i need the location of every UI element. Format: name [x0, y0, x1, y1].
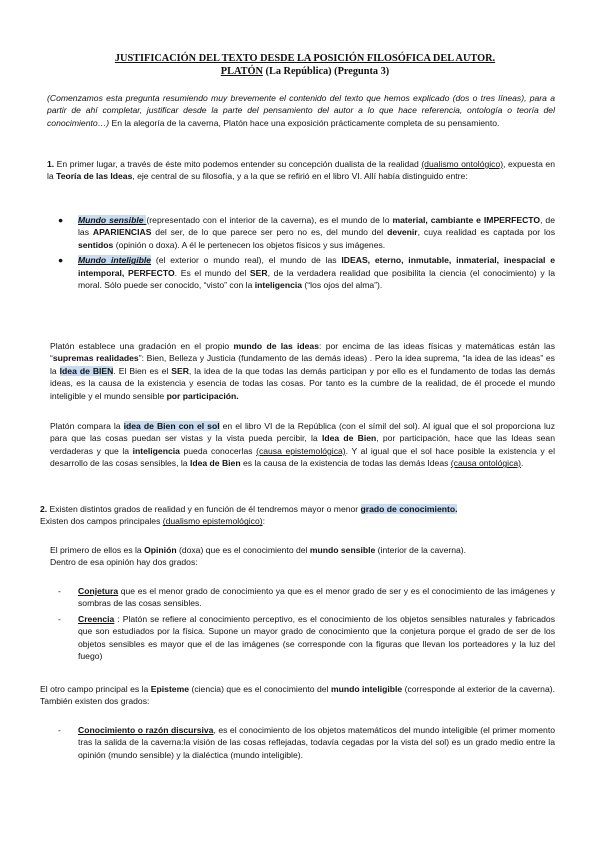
text: , la idea de la que todas las demás participan y por ello es el fundamento de todas las demás ideas, es la causa de la existencia y esencia de todas las cosas. Por tanto es la cumbre de la realidad, de él procede el mundo inteligible y el mundo sensible	[50, 365, 555, 401]
text: (interior de la caverna).	[375, 545, 467, 555]
bullet-bold: material, cambiante e IMPERFECTO	[392, 215, 541, 225]
bullet-text: (el exterior o mundo real), el mundo de las	[151, 255, 342, 266]
text: Existen dos campos principales	[40, 516, 163, 527]
intro-rest: En la alegoría de la caverna, Platón hace una exposición prácticamente completa de su pensamiento.	[109, 117, 500, 128]
text: : Platón se refiere al conocimiento perceptivo, es el conocimiento de los objetos sensibles naturales y fabricados que son estudiados por la física. Supone un mayor grado de conocimiento que la conjetura porque el grado de ser de los objetos sensibles es mayor que el de las imágenes (se corresponde con la figuras que llevan los porteadores y la luz del fuego)	[78, 613, 555, 662]
text: que es el menor grado de conocimiento ya que es el menor grado de ser y es el conocimiento de las imágenes y sombras de las cosas sensibles.	[78, 586, 555, 609]
intro-italic: (Comenzamos esta pregunta resumiendo muy brevemente el contenido del texto que hemos explicado (dos o tres líneas), para a partir de ahí completar, justificar desde la parte del pensamiento del autor a lo que hace referencia, ontología o teoría del conocimiento…)	[47, 93, 555, 128]
bold: mundo sensible	[309, 545, 376, 555]
text: (ciencia) que es el conocimiento del	[189, 684, 331, 694]
section-2-paragraph	[40, 503, 555, 528]
author-name: PLATÓN	[220, 66, 263, 77]
text: , es el conocimiento de los objetos matemáticos del mundo inteligible (el primer momento tras la salida de la caverna:la visión de las cosas reflejadas, todavía cegadas por la vista del sol) es un grado medio entre la opinión (mundo sensible) y la dialéctica (mundo inteligible).	[78, 725, 555, 760]
episteme-grades-list	[50, 724, 555, 764]
bullet-text: (“los ojos del alma”).	[302, 280, 383, 291]
term-razon-discursiva: Conocimiento o razón discursiva	[78, 725, 214, 735]
bullet-text: . Es el mundo del	[174, 267, 250, 278]
text: , por participación, hace que las Ideas sean verdaderas y que la	[50, 433, 555, 456]
text: . El Bien es el	[113, 365, 172, 376]
bold: SER	[171, 365, 189, 376]
s1-text-e: , eje central de su filosofía, y a la que se refirió en el libro VI. Allí había distinguido entre:	[132, 171, 468, 182]
episteme-paragraph	[40, 683, 555, 708]
causa-ontologica: (causa ontológica)	[450, 458, 522, 469]
bullet-mundo-sensible	[50, 214, 555, 251]
idea-de-bien-highlight: Idea de BIEN	[59, 365, 114, 376]
bold: supremas realidades	[52, 353, 139, 364]
dualismo-epistemologico: (dualismo epistemológico)	[162, 516, 263, 527]
bullet-icon: ●	[58, 215, 64, 225]
document-subtitle	[60, 65, 550, 78]
text: El otro campo principal es la	[40, 684, 151, 694]
opinion-grades-list	[50, 585, 555, 665]
bullet-text: (opinión o doxa). A él le pertenecen los objetos físicos y sus imágenes.	[113, 239, 386, 250]
teoria-ideas: Teoría de las Ideas	[56, 171, 133, 182]
bold: Episteme	[150, 684, 190, 694]
bullet-bold: devenir	[387, 227, 418, 238]
section-2-number: 2.	[40, 504, 48, 514]
text: pueda conocerlas	[179, 445, 257, 456]
dualismo-ontologico: (dualismo ontológico)	[421, 159, 504, 169]
grade-creencia	[50, 613, 555, 663]
subtitle-rest: (La República) (Pregunta 3)	[262, 66, 390, 77]
text: (corresponde al exterior de la caverna). También existen dos grados:	[40, 684, 555, 707]
text: es la causa de la existencia de todas las demás Ideas	[240, 458, 451, 469]
text: (doxa) que es el conocimiento del	[176, 545, 310, 555]
bullet-text: , cuya realidad es captada por los	[417, 227, 556, 238]
idea-bien-sol-highlight: idea de Bien con el sol	[123, 421, 220, 431]
s1-text-a: En primer lugar, a través de éste mito podemos entender su concepción dualista de la realidad	[54, 159, 422, 169]
term-creencia: Creencia	[78, 613, 115, 624]
gradacion-paragraph	[50, 340, 555, 402]
text: ”: Bien, Belleza y Justicia (fundamento de las demás ideas) . Pero la idea suprema, “la idea de las ideas” es la	[50, 353, 555, 376]
bullet-bold: inteligencia	[254, 280, 303, 291]
dash-icon: -	[58, 725, 61, 735]
opinion-paragraph	[50, 544, 555, 569]
bullet-bold: IDEAS, eterno, inmutable, inmaterial, inespacial e intemporal, PERFECTO	[78, 255, 555, 278]
bold: Idea de Bien	[321, 433, 377, 444]
document-title: JUSTIFICACIÓN DEL TEXTO DESDE LA POSICIÓN FILOSÓFICA DEL AUTOR.	[114, 53, 496, 64]
bold: mundo de las ideas	[233, 341, 319, 351]
bullet-bold: APARIENCIAS	[92, 227, 152, 238]
bullet-text: , de la verdadera realidad que posibilita la ciencia (el conocimiento) y la moral. Sólo puede ser conocido, “visto” con la	[78, 267, 555, 291]
text: Existen distintos grados de realidad y en función de él tendremos mayor o menor	[47, 504, 361, 514]
bullet-icon: ●	[58, 255, 64, 266]
text: : por encima de las ideas físicas y matemáticas están las “	[50, 341, 555, 364]
bold: mundo inteligible	[330, 684, 403, 694]
term-conjetura: Conjetura	[78, 586, 119, 596]
grade-conjetura	[50, 585, 555, 610]
text: El primero de ellos es la	[50, 545, 145, 555]
dash-icon: -	[58, 586, 61, 596]
text: .	[521, 458, 524, 469]
bullet-text: (representado con el interior de la caverna), es el mundo de lo	[146, 215, 393, 225]
text: . Y al igual que el sol hace posible la existencia y el desarrollo de las cosas sensibles, la	[50, 445, 555, 469]
section-2-line1	[40, 503, 555, 515]
bullet-text: del ser, de lo que parece ser pero no es, del mundo del	[151, 227, 388, 238]
grado-conocimiento-highlight: grado de conocimiento.	[360, 504, 458, 514]
section-1-number: 1.	[47, 159, 55, 169]
bold: por participación.	[166, 390, 239, 401]
sol-paragraph	[50, 420, 555, 470]
text: Platón compara la	[50, 421, 124, 431]
bold: Opinión	[144, 545, 177, 555]
bullet-bold: SER	[249, 267, 268, 278]
bullet-bold: sentidos	[78, 239, 114, 250]
section-1-paragraph	[47, 158, 555, 183]
grade-razon-discursiva	[50, 724, 555, 761]
opinion-line2: Dentro de esa opinión hay dos grados:	[50, 557, 198, 568]
s1-text-c: , expuesta en la	[47, 159, 555, 182]
opinion-line1	[50, 544, 555, 556]
causa-epistemologica: (causa epistemológica)	[256, 445, 346, 456]
text: en el libro VI de la República (con el símil del sol). Al igual que el sol proporciona luz para que las cosas puedan ser vistas y la vista pueda percibir, la	[50, 421, 555, 444]
term-mundo-inteligible: Mundo inteligible	[78, 255, 152, 266]
section-2-line2	[40, 515, 555, 527]
bullet-text: , de las	[78, 215, 555, 238]
bullet-list	[50, 214, 555, 294]
bold: Idea de Bien	[189, 458, 241, 469]
text: :	[262, 516, 265, 527]
bold: inteligencia	[132, 445, 180, 456]
intro-paragraph	[47, 92, 555, 129]
dash-icon: -	[58, 613, 61, 624]
text: Platón establece una gradación en el propio	[50, 341, 234, 351]
term-mundo-sensible: Mundo sensible	[78, 215, 147, 225]
bullet-mundo-inteligible	[50, 254, 555, 291]
